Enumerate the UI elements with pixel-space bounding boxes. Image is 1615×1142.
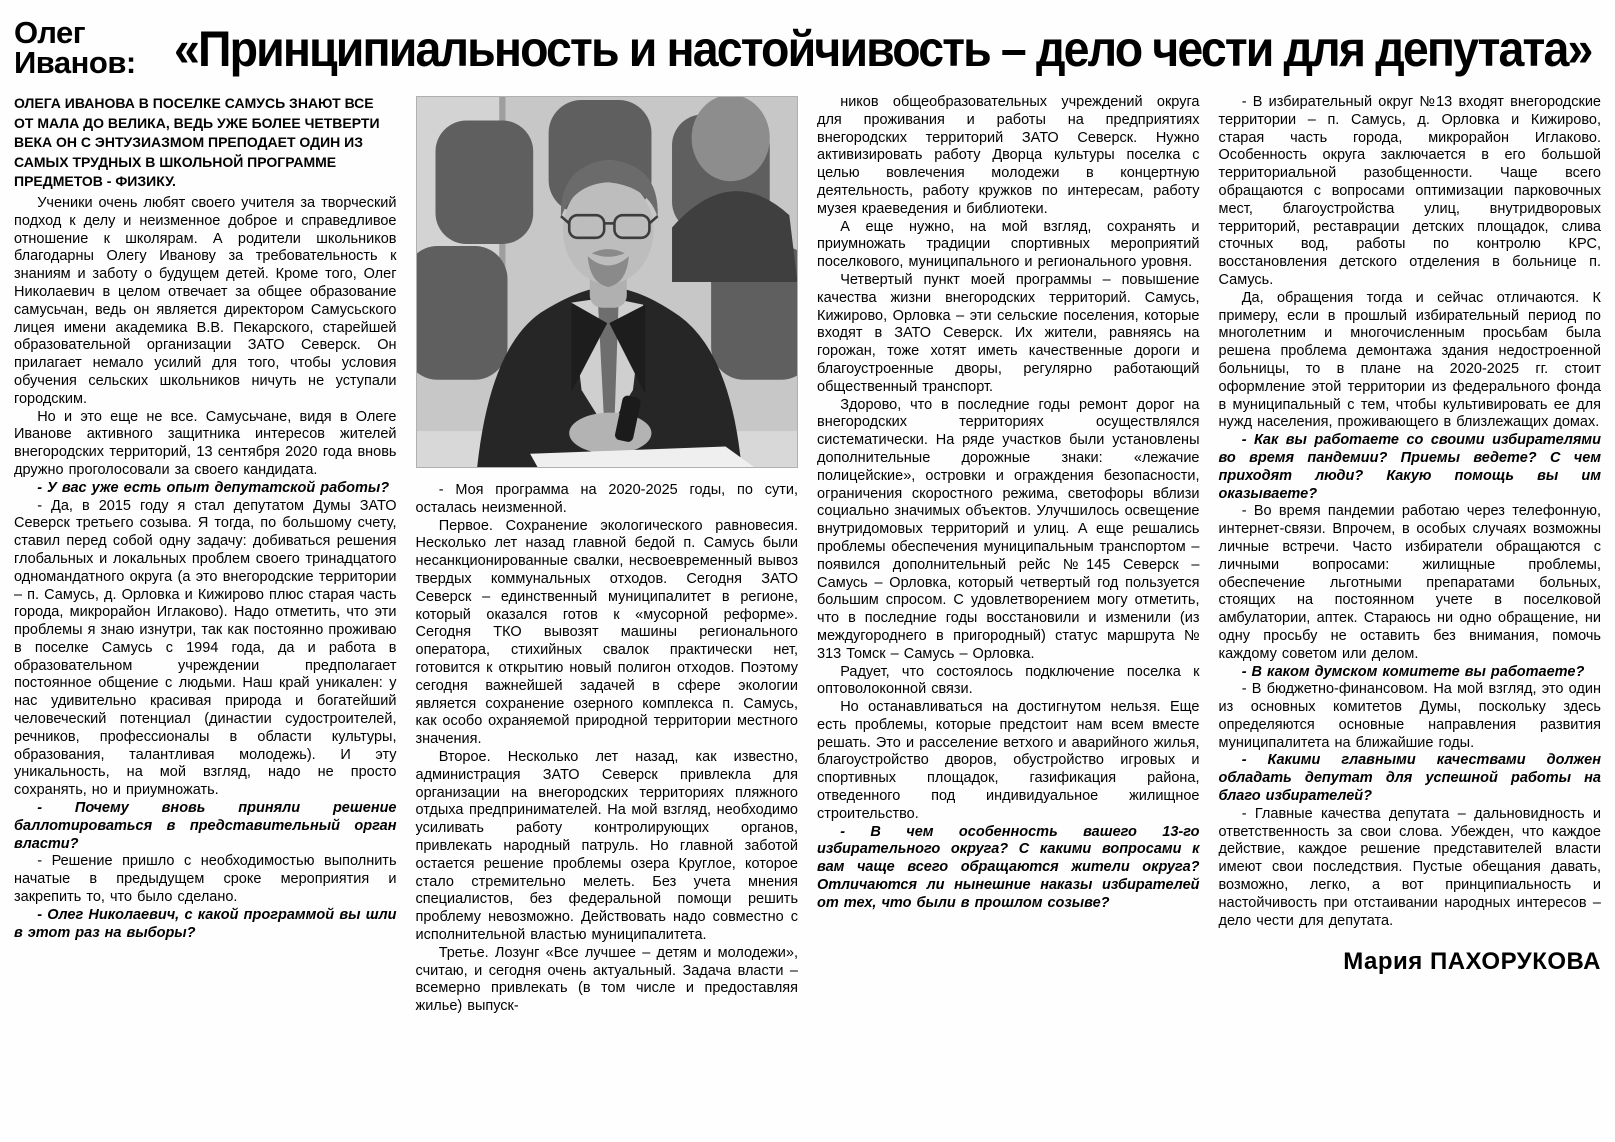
interview-question: - В чем особенность вашего 13-го избирательного округа? С какими вопросами к вам чаще всего обращаются жители округа? Отличаются ли нынешние наказы избирателей от тех, что были в прошлом созыве? [817,823,1200,911]
interview-question: - У вас уже есть опыт депутатской работы? [37,479,390,496]
interview-question: - В каком думском комитете вы работаете? [1241,663,1585,680]
article-paragraph: - Во время пандемии работаю через телефонную, интернет-связи. Впрочем, в особых случаях возможны личные встречи. Часто избиратели обращаются с личными вопросами: жилищные проблемы, обеспечение льготными препаратами больных, стоящих на постоянном учете в поселковой амбулатории, аптек. Стараюсь ни одно обращение, ни одну просьбу не оставить без внимания, помочь каждому советом или делом. [1218,503,1601,662]
article-paragraph: Здорово, что в последние годы ремонт дорог на внегородских территориях осуществлялся систематически. На ряде участков были установлены дополнительные дорожные знаки: «лежачие полицейские», островки и ограждения безопасности, ограничения скоростного режима, светофоры вблизи социально значимых объектов. Улучшилось освещение внутридомовых территорий и улиц. А еще решались проблемы обеспечения муниципальным транспортом – появился дополнительный рейс №145 Северск – Самусь – Орловка, который четвертый год пользуется большим спросом. С удовлетворением могу отметить, что в последние годы восстановили и изменили (из междугороднего в пригородный) статус маршрута № 313 Томск – Самусь – Орловка. [817,396,1200,662]
article-headline: «Принципиальность и настойчивость – дело чести для депутата» [174,21,1592,77]
article-photo [416,96,799,468]
article-lead: ОЛЕГА ИВАНОВА В ПОСЕЛКЕ САМУСЬ ЗНАЮТ ВСЕ ОТ МАЛА ДО ВЕЛИКА, ВЕДЬ УЖЕ БОЛЕЕ ЧЕТВЕРТИ ВЕКА ОН С ЭНТУЗИАЗМОМ ПРЕПОДАЕТ ОДИН ИЗ САМЫХ ТРУДНЫХ В ШКОЛЬНОЙ ПРОГРАММЕ ПРЕДМЕТОВ - ФИЗИКУ. [14,95,380,190]
portrait-photo-illustration [417,97,798,467]
article-paragraph: Но и это еще не все. Самусьчане, видя в Олеге Иванове активного защитника интересов жителей внегородских территорий, 13 сентября 2020 года вновь дружно проголосовали за своего кандидата. [14,408,397,478]
article-byline: Мария ПАХОРУКОВА [1343,948,1601,976]
article-paragraph: - В избирательный округ №13 входят внегородские территории – п. Самусь, д. Орловка и Кижирово, старая часть города, микрорайон Иглаково. Особенность округа заключается в его большой территориальной разобщенности. Чаще всего обращаются с вопросами оптимизации парковочных мест, благоустройства улиц, внутридворовых территорий, реставрации детских площадок, слива сточных вод, работы по контролю КРС, восстановления детского отделения в больнице п. Самусь. [1218,94,1601,288]
article-paragraph: - Да, в 2015 году я стал депутатом Думы ЗАТО Северск третьего созыва. Я тогда, по большому счету, ставил перед собой одну задачу: добиваться решения глобальных и локальных проблем своего тринадцатого одномандатного округа (а это внегородские территории – п. Самусь, д. Орловка и Кижирово плюс старая часть города, микрорайон Иглаково). Надо отметить, что эти проблемы я знаю изнутри, так как постоянно проживаю в поселке Самусь с 1994 года, да и работа в образовательном учреждении предполагает постоянное общение с людьми. Наш край уникален: у нас удивительно красивая природа и богатейший человеческий потенциал (династии судостроителей, речников, профессионалы в области культуры, образования, талантливая молодежь). И эту уникальность, на мой взгляд, надо не просто сохранять, но и приумножать. [14,497,397,799]
article-paragraph: Ученики очень любят своего учителя за творческий подход к делу и неизменное доброе и справедливое отношение к школярам. А родители школьников благодарны Олегу Иванову за требовательность к знаниям и заботу о будущем детей. Кроме того, Олег Николаевич в целом отвечает за общее образование самусьчан, ведь он является директором Самусьского лицея имени академика В.В. Пекарского, старейшей образовательной организации ЗАТО Северск. Он прилагает немало усилий для того, чтобы условия обучения сельских школьников ничуть не уступали городским. [14,194,397,407]
article-column-4 [1219,94,1602,1134]
article-paragraph: - Главные качества депутата – дальновидность и ответственность за свои слова. Убежден, что каждое действие, каждое решение представителей власти имеют свои последствия. Пустые обещания давать, возможно, легко, а вот принципиальность и настойчивость при отстаивании народных интересов – дело чести для депутата. [1218,805,1601,929]
article-header [14,8,1601,94]
interview-question: - Олег Николаевич, с какой программой вы шли в этот раз на выборы? [14,906,397,941]
article-paragraph: А еще нужно, на мой взгляд, сохранять и приумножать традиции спортивных мероприятий поселкового, муниципального и регионального уровня. [817,218,1200,271]
article-paragraph: - Решение пришло с необходимостью выполнить начатые в предыдущем сроке мероприятия и закрепить то, что было сделано. [14,853,397,906]
article-paragraph: Да, обращения тогда и сейчас отличаются. К примеру, если в прошлый избирательный период по многолетним и многочисленным просьбам была решена проблема демонтажа здания недостроенной больницы, то в плане на 2020-2025 гг. стоит оформление этой территории из федерального фонда в муниципальный с тем, чтобы культивировать ее для нужд населения, проживающего в близлежащих домах. [1218,289,1601,431]
article-paragraph: - Моя программа на 2020-2025 годы, по сути, осталась неизменной. [415,482,798,516]
article-paragraph: Третье. Лозунг «Все лучшее – детям и молодежи», считаю, и сегодня очень актуальный. Задача власти – всемерно привлекать (в том числе и предоставляя жилье) выпуск- [415,944,798,1015]
article-kicker: Олег Иванов: [14,15,136,81]
article-paragraph: - В бюджетно-финансовом. На мой взгляд, это один из основных комитетов Думы, поскольку здесь определяются основные направления развития муниципалитета на ближайшие годы. [1218,681,1601,751]
article-column-3 [817,94,1200,1134]
article-paragraph: Первое. Сохранение экологического равновесия. Несколько лет назад главной бедой п. Самусь были несанкционированные свалки, несвоевременный вывоз твердых коммунальных отходов. Сегодня ЗАТО Северск – единственный муниципалитет в регионе, который оказался готов к «мусорной реформе». Сегодня ТКО вывозят машины регионального оператора, стихийных свалок практически нет, готовится к открытию новый полигон отходов. Поэтому сегодня важнейшей задачей в сфере экологии является сохранение озерного комплекса п. Самусь, как особо охраняемой природной территории местного значения. [415,517,798,748]
article-columns [14,94,1601,1134]
article-column-2 [416,94,799,1134]
article-column-1 [14,94,397,1134]
article-paragraph: Радует, что состоялось подключение поселка к оптоволоконной связи. [817,663,1200,698]
article-paragraph: Но останавливаться на достигнутом нельзя. Еще есть проблемы, которые предстоит нам всем вместе решать. Это и расселение ветхого и аварийного жилья, благоустройство дворов, обустройство игровых и спортивных площадок, газификация района, отведенного под индивидуальное жилищное строительство. [817,699,1200,822]
article-paragraph: Четвертый пункт моей программы – повышение качества жизни внегородских территорий. Самусь, Кижирово, Орловка – эти сельские поселения, которые входят в ЗАТО Северск. Их жители, равняясь на горожан, тоже хотят иметь качественные дороги и благоустроенные дворы, регулярно работающий общественный транспорт. [817,271,1200,395]
article-paragraph: Второе. Несколько лет назад, как известно, администрация ЗАТО Северск привлекла для организации на внегородских территориях пляжного отдыха предпринимателей. На мой взгляд, необходимо усиливать работу контролирующих органов, привлекать народный патруль. Но главной заботой остается решение проблемы озера Круглое, которое стало стремительно мелеть. Без учета мнения специалистов, без федеральной помощи решить проблему невозможно. Действовать надо совместно с исполнительной властью муниципалитета. [415,748,798,943]
article-paragraph: ников общеобразовательных учреждений округа для проживания и работы на предприятиях внегородских территорий ЗАТО Северск. Нужно активизировать работу Дворца культуры поселка с целью вовлечения молодежи в концертную деятельность, работу кружков по интересам, работу музея краеведения и библиотеки. [817,94,1200,217]
interview-question: - Почему вновь приняли решение баллотироваться в представительный орган власти? [14,800,397,852]
interview-question: - Как вы работаете со своими избирателями во время пандемии? Приемы ведете? С чем приходят люди? Какую помощь вы им оказываете? [1218,432,1601,502]
interview-question: - Какими главными качествами должен обладать депутат для успешной работы на благо избирателей? [1218,752,1601,805]
